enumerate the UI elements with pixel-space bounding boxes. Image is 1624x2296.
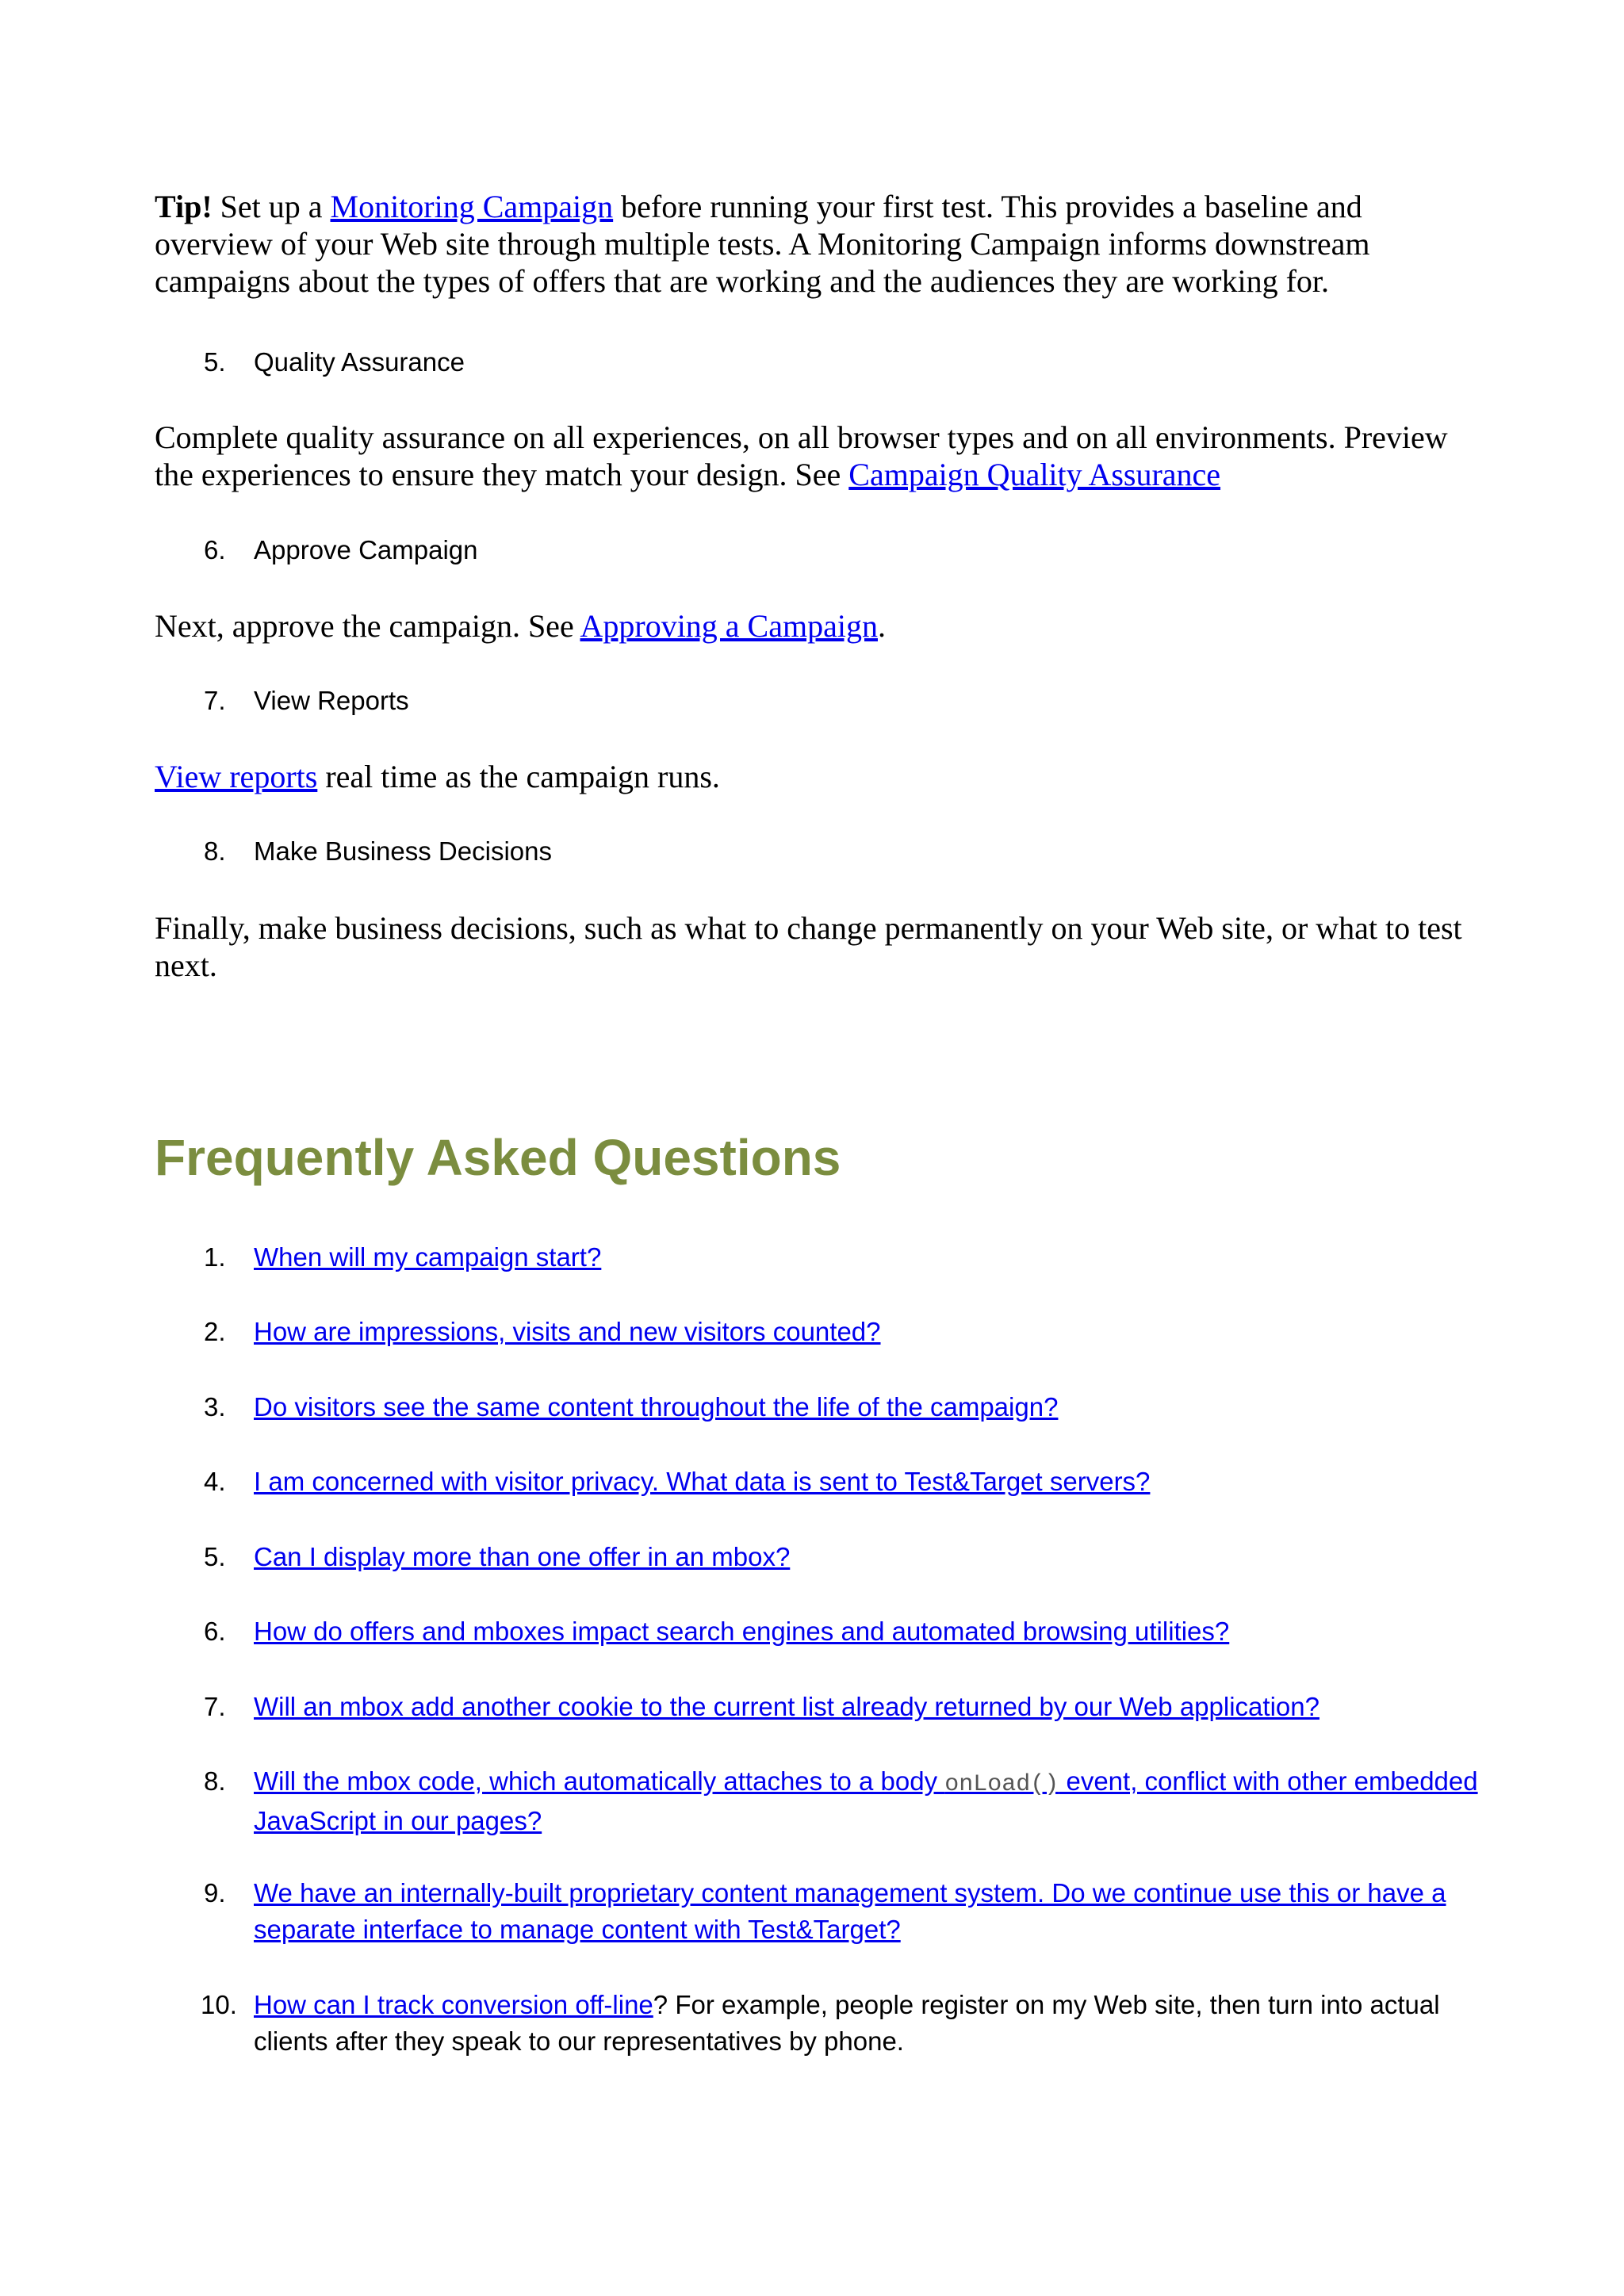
view-reports-link[interactable]: View reports: [155, 759, 318, 794]
tip-lead: Tip!: [155, 189, 213, 224]
tip-text-start: Set up a: [212, 189, 331, 224]
approving-a-campaign-link[interactable]: Approving a Campaign: [580, 608, 878, 644]
campaign-quality-assurance-link[interactable]: Campaign Quality Assurance: [848, 457, 1221, 492]
faq-plain-text: ? For example, people register on my Web site, then turn into actual clients after they speak to our representatives by phone.: [254, 1990, 1440, 2056]
faq-number: 9.: [204, 1878, 226, 1908]
approve-text: Next, approve the campaign. See: [155, 608, 580, 644]
onload-code: onLoad(): [944, 1771, 1059, 1798]
faq-link[interactable]: Will an mbox add another cookie to the current list already returned by our Web application?: [254, 1692, 1320, 1721]
decisions-text: Finally, make business decisions, such as what to change permanently on your Web site, or what to test next.: [155, 910, 1462, 983]
qa-text: Complete quality assurance on all experiences, on all browser types and on all environments. Preview the experiences to ensure they match your design. See: [155, 419, 1448, 492]
step-label: View Reports: [254, 686, 409, 715]
faq-link[interactable]: Do visitors see the same content throughout the life of the campaign?: [254, 1392, 1059, 1422]
step-number: 7.: [204, 686, 226, 715]
tip-text-end: before running your first test. This provides a baseline and overview of your Web site through multiple tests. A Monitoring Campaign informs downstream campaigns about the types of offers that are working and the audiences they are working for.: [155, 189, 1370, 299]
step-number: 8.: [204, 836, 226, 866]
faq-number: 2.: [204, 1317, 226, 1346]
approve-paragraph: [155, 607, 1487, 645]
faq-link[interactable]: We have an internally-built proprietary content management system. Do we continue use this or have a separate interface to manage content with Test&Target?: [254, 1878, 1446, 1944]
faq-number: 8.: [204, 1766, 226, 1796]
faq-link[interactable]: When will my campaign start?: [254, 1242, 602, 1272]
faq-link[interactable]: I am concerned with visitor privacy. What data is sent to Test&Target servers?: [254, 1467, 1151, 1496]
faq-heading: Frequently Asked Questions: [155, 1129, 841, 1186]
step-label: Quality Assurance: [254, 347, 465, 377]
faq-link[interactable]: [254, 1766, 1478, 1835]
faq-link[interactable]: How do offers and mboxes impact search engines and automated browsing utilities?: [254, 1617, 1230, 1646]
faq-number: 1.: [204, 1242, 226, 1272]
faq-number: 3.: [204, 1392, 226, 1422]
faq-link-text-start: Will the mbox code, which automatically attaches to a body: [254, 1766, 945, 1796]
reports-text: real time as the campaign runs.: [317, 759, 720, 794]
decisions-paragraph: [155, 909, 1487, 984]
faq-number: 10.: [201, 1990, 237, 2019]
tip-paragraph: [155, 188, 1487, 300]
step-label: Approve Campaign: [254, 535, 478, 564]
track-conversion-offline-link[interactable]: How can I track conversion off-line: [254, 1990, 653, 2019]
faq-link[interactable]: How are impressions, visits and new visitors counted?: [254, 1317, 881, 1346]
reports-paragraph: [155, 758, 1487, 795]
monitoring-campaign-link[interactable]: Monitoring Campaign: [330, 189, 614, 224]
step-number: 6.: [204, 535, 226, 564]
faq-link[interactable]: Can I display more than one offer in an mbox?: [254, 1542, 791, 1571]
step-label: Make Business Decisions: [254, 836, 552, 866]
step-number: 5.: [204, 347, 226, 377]
faq-number: 4.: [204, 1467, 226, 1496]
qa-paragraph: [155, 419, 1487, 493]
faq-number: 6.: [204, 1617, 226, 1646]
faq-number: 5.: [204, 1542, 226, 1571]
faq-number: 7.: [204, 1692, 226, 1721]
approve-tail: .: [877, 608, 886, 644]
faq-link-text-end: event, conflict with other embedded JavaScript in our pages?: [254, 1766, 1478, 1835]
